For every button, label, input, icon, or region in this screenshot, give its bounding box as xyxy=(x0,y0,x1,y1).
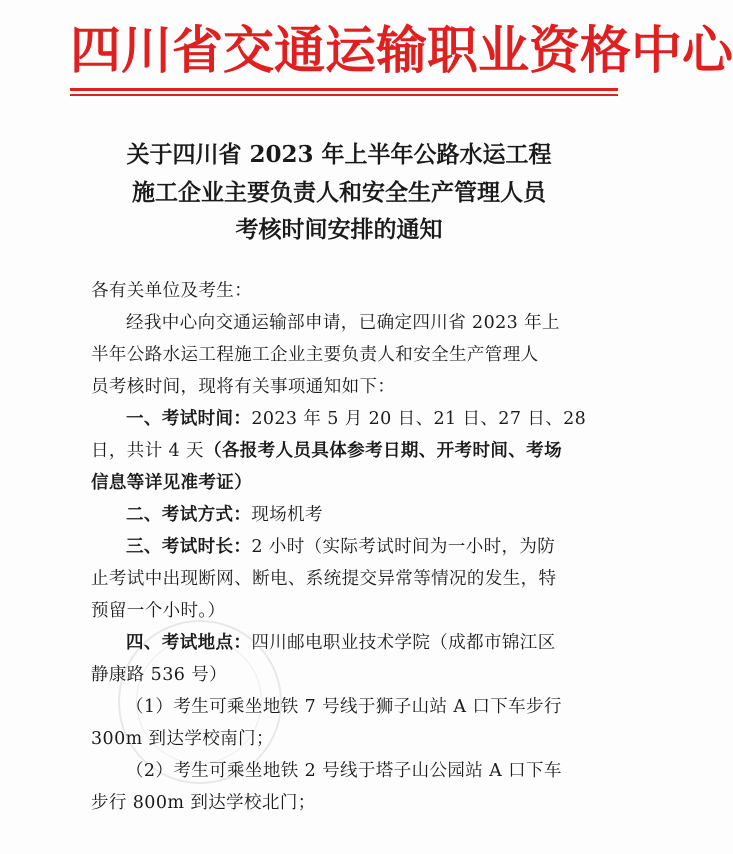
intro-line-1: 经我中心向交通运输部申请，已确定四川省 2023 年上 xyxy=(126,313,560,333)
item-3-line-2: 止考试中出现断网、断电、系统提交异常等情况的发生，特 xyxy=(91,569,557,589)
route-1-line-2: 300m 到达学校南门； xyxy=(91,729,274,749)
intro-line-3: 员考核时间，现将有关事项通知如下： xyxy=(91,377,396,397)
item-1-bold-b: （各报考人员具体参考日期、开考时间、考场 xyxy=(203,441,562,461)
item-2-label: 二、考试方式： xyxy=(126,505,252,525)
letterhead-rule-thick xyxy=(70,88,618,91)
item-1-text-a: 2023 年 5 月 20 日、21 日、27 日、28 xyxy=(251,409,587,429)
item-3-label: 三、考试时长： xyxy=(126,537,252,557)
item-1-line-2 xyxy=(91,437,591,466)
item-4-line-2: 静康路 536 号） xyxy=(91,665,228,685)
item-4-label: 四、考试地点： xyxy=(126,633,252,653)
route-2-line-2: 步行 800m 到达学校北门； xyxy=(91,793,316,813)
org-letterhead: 四川省交通运输职业资格中心 xyxy=(70,21,733,81)
item-3-text-a: 2 小时（实际考试时间为一小时，为防 xyxy=(251,537,556,557)
item-4-text-a: 四川邮电职业技术学院（成都市锦江区 xyxy=(251,633,556,653)
notice-body xyxy=(91,277,591,818)
item-3-line-3: 预留一个小时。） xyxy=(91,601,226,621)
item-1-text-b: 日，共计 4 天 xyxy=(91,441,204,461)
item-4-line-1 xyxy=(91,629,591,658)
notice-title-line-3: 考核时间安排的通知 xyxy=(235,216,443,243)
salutation: 各有关单位及考生： xyxy=(91,281,253,301)
item-3-line-1 xyxy=(91,533,591,562)
notice-title-line-2: 施工企业主要负责人和安全生产管理人员 xyxy=(132,179,546,206)
item-1-line-3: 信息等详见准考证） xyxy=(91,473,253,493)
route-1-line-1: （1）考生可乘坐地铁 7 号线于狮子山站 A 口下车步行 xyxy=(126,697,562,717)
item-2-line xyxy=(91,501,591,530)
route-2-line-1: （2）考生可乘坐地铁 2 号线于塔子山公园站 A 口下车 xyxy=(126,761,562,781)
item-1-line-1 xyxy=(91,405,591,434)
item-1-label: 一、考试时间： xyxy=(126,409,252,429)
notice-title-line-1: 关于四川省 2023 年上半年公路水运工程 xyxy=(126,141,552,168)
letterhead-rule-thin xyxy=(70,94,618,96)
item-2-text: 现场机考 xyxy=(251,505,323,525)
intro-line-2: 半年公路水运工程施工企业主要负责人和安全生产管理人 xyxy=(91,345,539,365)
